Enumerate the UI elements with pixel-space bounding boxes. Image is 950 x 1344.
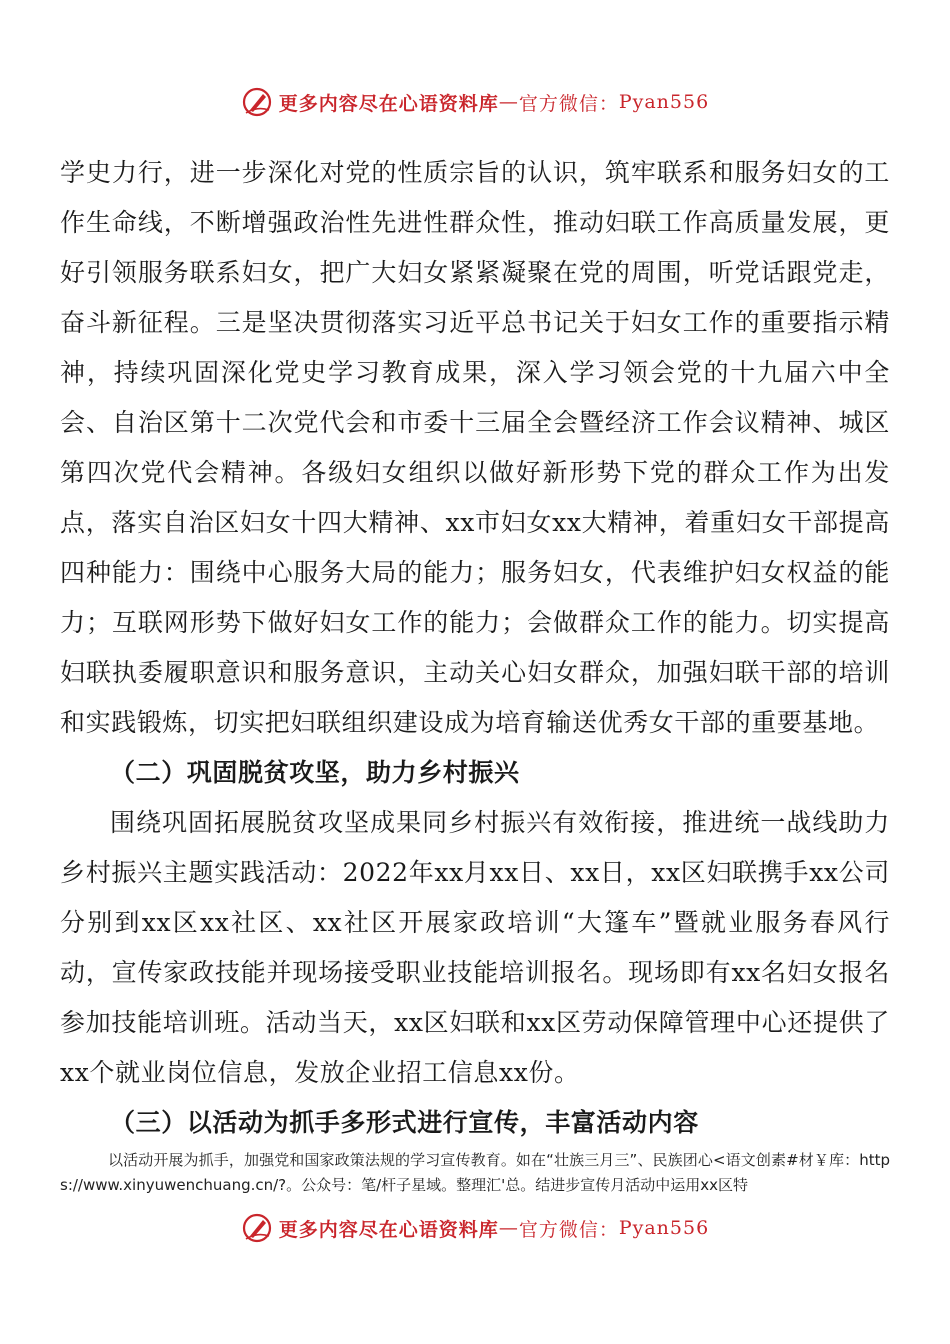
section-heading-3: （三）以活动为抓手多形式进行宣传，丰富活动内容 [110,1108,699,1137]
watermark-wechat-id: Pyan556 [618,1217,710,1239]
watermark-dash: — [498,91,519,113]
section-heading-2: （二）巩固脱贫攻坚，助力乡村振兴 [110,758,520,787]
watermark-brand: 更多内容尽在心语资料库 [278,92,499,115]
watermark-wechat-label: 官方微信： [518,92,619,115]
paragraph-3: 以活动开展为抓手，加强党和国家政策法规的学习宣传教育。如在“壮族三月三”、民族团心<语文创素#材￥库：https://www.xinyuwenchuang.cn/?。公众号：笔/杆子星域。整理汇'总。结进步宣传月活动中运用xx区特 [60,1151,890,1194]
document-body [60,148,890,1198]
paragraph-1: 学史力行，进一步深化对党的性质宗旨的认识，筑牢联系和服务妇女的工作生命线，不断增强政治性先进性群众性，推动妇联工作高质量发展，更好引领服务联系妇女，把广大妇女紧紧凝聚在党的周围，听党话跟党走，奋斗新征程。三是坚决贯彻落实习近平总书记关于妇女工作的重要指示精神，持续巩固深化党史学习教育成果，深入学习领会党的十九届六中全会、自治区第十二次党代会和市委十三届全会暨经济工作会议精神、城区第四次党代会精神。各级妇女组织以做好新形势下党的群众工作为出发点，落实自治区妇女十四大精神、xx市妇女xx大精神，着重妇女干部提高四种能力：围绕中心服务大局的能力；服务妇女，代表维护妇女权益的能力；互联网形势下做好妇女工作的能力；会做群众工作的能力。切实提高妇联执委履职意识和服务意识，主动关心妇女群众，加强妇联干部的培训和实践锻炼，切实把妇联组织建设成为培育输送优秀女干部的重要基地。 [60,158,890,737]
pen-logo-icon [241,1212,273,1244]
watermark-wechat-id: Pyan556 [618,91,710,113]
watermark-dash: — [498,1217,519,1239]
watermark-banner-bottom [0,1212,950,1244]
watermark-wechat-label: 官方微信： [518,1218,619,1241]
pen-logo-icon [241,86,273,118]
watermark-brand: 更多内容尽在心语资料库 [278,1218,499,1241]
watermark-banner-top [0,86,950,118]
paragraph-2: 围绕巩固拓展脱贫攻坚成果同乡村振兴有效衔接，推进统一战线助力乡村振兴主题实践活动：2022年xx月xx日、xx日，xx区妇联携手xx公司分别到xx区xx社区、xx社区开展家政培训“大篷车”暨就业服务春风行动，宣传家政技能并现场接受职业技能培训报名。现场即有xx名妇女报名参加技能培训班。活动当天，xx区妇联和xx区劳动保障管理中心还提供了xx个就业岗位信息，发放企业招工信息xx份。 [60,808,890,1087]
